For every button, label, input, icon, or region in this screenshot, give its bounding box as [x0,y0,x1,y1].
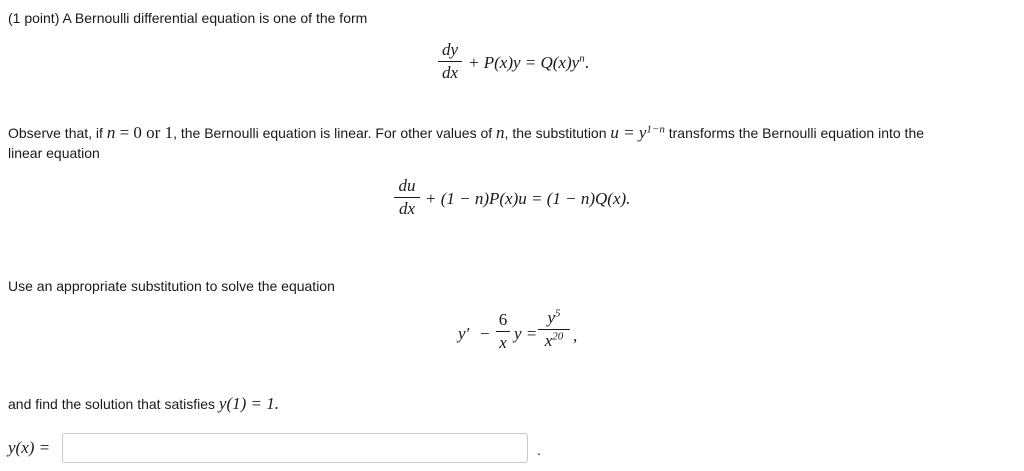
observe-text-1: Observe that, if [8,125,107,141]
answer-input[interactable] [63,434,527,462]
var-u: u [610,123,619,142]
initial-condition: y(1) = 1. [218,394,280,413]
eq2-fraction [394,176,420,219]
points-label: (1 point) [8,10,60,26]
eq1-end: . [584,53,589,72]
answer-trailing-period: . [537,442,541,458]
var-n-2: n [496,123,505,142]
observe-paragraph [8,123,924,143]
eq3-frac-num: 6 [498,310,508,329]
find-text: and find the solution that satisfies [8,396,219,412]
rhs-num-base: y [547,308,556,327]
eq2-num: du [398,176,416,195]
var-n: n [106,123,116,142]
intro-text: A Bernoulli differential equation is one of the form [59,10,368,26]
observe-line2: linear equation [8,145,100,161]
eq3-comma: , [573,326,578,345]
eq1-num: dy [441,40,459,59]
eq1-fraction [438,40,462,83]
eq3-rhs-den [538,331,570,351]
eq3-frac-6x [496,310,510,353]
observe-text-2: , the Bernoulli equation is linear. For other values of [173,125,497,141]
eq1-sup: n [579,52,585,65]
eq1-body: + P(x)y = Q(x)y [468,53,580,72]
eq3-rhs-num [538,308,570,328]
problem-intro [8,10,367,26]
rhs-num-sup: 5 [555,307,561,320]
eq3-rhs-fraction [538,308,570,351]
fraction-bar [394,197,420,198]
eq1-den: dx [441,63,459,82]
eq3-yprime: y′ [458,324,470,343]
answer-field[interactable] [62,433,528,463]
eq2-rest: + (1 − n)P(x)u = (1 − n)Q(x). [425,189,631,208]
eq2-den: dx [398,199,416,218]
eq3-frac-den: x [499,333,507,352]
observe-eq: = 0 or 1 [115,123,174,142]
observe-text-4: transforms the Bernoulli equation into the [664,125,925,141]
observe-sup: 1−n [646,123,665,136]
eq1-rest [468,53,589,73]
eq3-minus: − [480,324,490,343]
rhs-den-base: x [544,331,553,350]
fraction-bar [496,331,510,332]
observe-text-3: , the substitution [504,125,611,141]
answer-label: y(x) = [8,438,51,457]
find-line [8,394,279,414]
use-text: Use an appropriate substitution to solve the equation [8,278,335,294]
eq3-y-eq: y = [514,324,538,343]
fraction-bar [438,61,462,62]
rhs-den-sup: 20 [552,330,564,343]
observe-eq2: = y [618,123,647,142]
